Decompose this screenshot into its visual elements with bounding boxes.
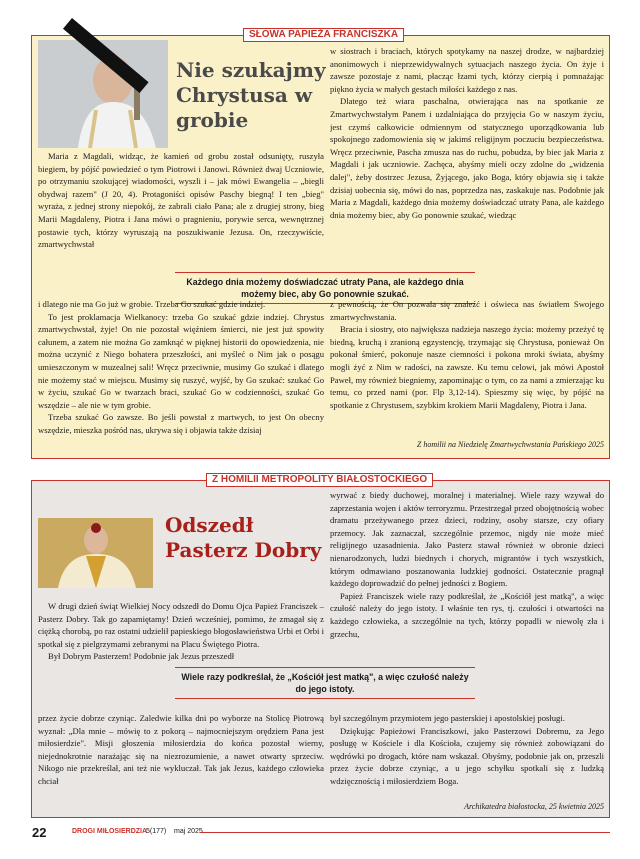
magazine-name: DROGI MIŁOSIERDZIA [72,828,148,835]
article-column-right-bottom [330,298,604,438]
paragraph: Maria z Magdali, widząc, że kamień od grobu został odsunięty, ruszyła biegiem, by pójść powiedzieć o tym Piotrowi i Janowi. Również dwaj Uczniowie, po otrzymaniu szokującej wiadomości, wyszli i – jak mówi Ewangelia – „biegli obydwaj razem" (J 20, 4). Protagoniści opisów Paschy biegną! I ten „bieg" wyraża, z jednej strony niepokój, że zabrali ciało Pana; ale z drugiej strony, bieg Marii Magdaleny, Piotra i Jana mówi o pragnieniu, porywie serca, wewnętrznej postawie tych, którzy wyruszają na poszukiwanie Jezusa. On, rzeczywiście, zmartwychwstał [38,151,324,250]
article-source: Z homilii na Niedzielę Zmartwychwstania Pańskiego 2025 [416,440,604,449]
paragraph: z pewnością, że On pozwala się znaleźć i oświeca nas światłem Swojego zmartwychwstania. [330,299,604,322]
paragraph: i dlatego nie ma Go już w grobie. Trzeba Go szukać gdzie indziej. [38,299,266,309]
page-number: 22 [32,825,47,840]
article-column-left-top [38,600,324,668]
article-column-left-bottom [38,298,324,456]
archbishop-photo [38,518,153,588]
article-column-right-top [330,45,604,271]
paragraph: Trzeba szukać Go zawsze. Bo jeśli powstał z martwych, to jest On obecny wszędzie, mieszka pośród nas, ukrywa się i objawia także dzisiaj [38,412,324,435]
article-column-right-bottom [330,712,604,800]
paragraph: Dlatego też wiara paschalna, otwierająca nas na spotkanie ze Zmartwychwstałym Panem i uzdalniająca do przyjęcia Go w naszym życiu, jest czymś całkowicie odmiennym od statycznego uporządkowania lub spokojnego zadomowienia się w jakimś religijnym poczuciu bezpieczeństwa. Wręcz przeciwnie, Pascha zmusza nas do ruchu, pobudza, by biec jak Maria z Magdali i jak uczniowie. Zachęca, abyśmy mieli oczy zdolne do „widzenia dalej", żeby dostrzec Jezusa, Żyjącego, jako Boga, który objawia się i także dzisiaj uobecnia się, mówi do nas, poprzedza nas, zaskakuje nas. Podobnie jak Maria z Magdali, każdego dnia możemy doświadczać utraty Pana, ale każdego dnia możemy biec, aby Go ponownie szukać, wiedząc [330,96,604,220]
paragraph: Dziękując Papieżowi Franciszkowi, jako Pasterzowi Dobremu, za Jego posługę w Kościele i dla Kościoła, czujemy się również zobowiązani do wędrówki po drogach, które nam wskazał. Obyśmy, podobnie jak on, przeszli przez życie dobrze czyniąc, a u jego schyłku spotkali się z ludzką wdzięcznością i miłosierdziem Boga. [330,725,604,786]
article-column-right-top [330,489,604,667]
pull-quote: Każdego dnia możemy doświadczać utraty Pana, ale każdego dnia możemy biec, aby Go ponownie szukać. [175,272,475,304]
article-title: Odszedł Pasterz Dobry [165,513,322,562]
paragraph: w siostrach i braciach, których spotykamy na naszej drodze, w najbardziej anonimowych i nieprzewidywalnych sytuacjach naszego życia. On żyje i zawsze pozostaje z nami, płacząc łzami tych, którzy cierpią i pomnażając piękno życia w małych gestach miłości każdego z nas. [330,46,604,94]
article-source: Archikatedra białostocka, 25 kwietnia 2025 [464,802,604,811]
paragraph: Papież Franciszek wiele razy podkreślał, że „Kościół jest matką", a więc czułość należy do jego istoty. I właśnie ten rys, tj. czułości i otwartości na każdego człowieka, a szczególnie na tych, którzy popadli w niewolę zła i grzechu, [330,590,604,639]
paragraph: wyrwać z biedy duchowej, moralnej i materialnej. Wiele razy wzywał do zaprzestania wojen i aktów terroryzmu. Przestrzegał przed obojętnością wobec dramatu przeżywanego przez dzieci, rodziny, osoby starsze, czy ofiary przemocy. Jak zaznaczał, szczególnie przemoc, nigdy nie może mieć religijnego uzasadnienia. Jako Pasterz stawał również w obronie dzieci nienarodzonych, ludzi biednych i chorych, migrantów i tych wszystkich, którym odmawiano poszanowania ludzkiej godności. Ostatecznie pragnął każdego doprowadzić do pełnej jedności z Bogiem. [330,490,604,589]
paragraph: To jest proklamacja Wielkanocy: trzeba Go szukać gdzie indziej. Chrystus zmartwychwstał, żyje! On nie pozostał więźniem śmierci, nie jest już spowity całunem, a zatem nie można Go zamknąć w pięknej historii do opowiedzenia, nie można uczynić z Niego bohatera przeszłości, ani myśleć o Nim jak o posągu umieszczonym w muzealnej sali! Wręcz przeciwnie, musimy Go szukać i dlatego nie możemy stać w miejscu. Musimy się ruszyć, wyjść, by Go szukać: szukać Go w życiu, szukać Go w twarzach braci, szukać Go w codzienności, szukać Go wszędzie – ale nie w tym grobie. [38,311,324,410]
paragraph: Był Dobrym Pasterzem! Podobnie jak Jezus przeszedł [48,651,235,662]
section-tag: Z HOMILII METROPOLITY BIAŁOSTOCKIEGO [206,473,433,487]
article-column-left-top [38,150,324,272]
footer-rule [200,832,610,833]
issue-month: maj 2025 [174,828,203,835]
pull-quote: Wiele razy podkreślał, że „Kościół jest matką", a więc czułość należy do jego istoty. [175,667,475,699]
paragraph: Bracia i siostry, oto największa nadzieja naszego życia: możemy przeżyć tę biedną, kruchą i zranioną egzystencję, trzymając się Chrystusa, ponieważ On pokonał śmierć, pokonuje nasze ciemności i pokona mroki świata, abyśmy mogli żyć z Nim w radości, na zawsze. Ku temu celowi, jak mówi Apostoł Paweł, my również biegniemy, zapominając o tym, co za nami a zmierzając ku temu, co przed nami (por. Flp 3,12-14). Spieszmy się więc, by pójść na spotkanie z Chrystusem, szybkim krokiem Marii Magdaleny, Piotra i Jana. [330,324,604,410]
section-tag: SŁOWA PAPIEŻA FRANCISZKA [243,28,404,42]
paragraph: przez życie dobrze czyniąc. Zaledwie kilka dni po wyborze na Stolicę Piotrową wyznał: „Dla mnie – mówię to z pokorą – najmocniejszym orędziem Pana jest miłosierdzie". Misji głoszenia miłosierdzia do końca pozostał wierny, niejednokrotnie narażając się na niezrozumienie, a nawet otwarty sprzeciw. Nikogo nie przekreślał, ani też nie wykluczał. Tak jak Jezus, każdego człowieka chciał [38,713,324,786]
paragraph: W drugi dzień świąt Wielkiej Nocy odszedł do Domu Ojca Papież Franciszek – Pasterz Dobry. Tak go zapamiętamy! Dzień wcześniej, pomimo, że zmagał się z ciężką chorobą, po raz ostatni udzielił papieskiego błogosławieństwa Urbi et Orbi i spotkał się z pielgrzymami zebranymi na Placu Świętego Piotra. [38,601,324,649]
issue-number: 5(177) [146,828,167,835]
article-column-left-bottom [38,712,324,812]
paragraph: był szczególnym przymiotem jego pasterskiej i apostolskiej posługi. [330,713,565,723]
article-title: Nie szukajmy Chrystusa w grobie [176,58,326,132]
